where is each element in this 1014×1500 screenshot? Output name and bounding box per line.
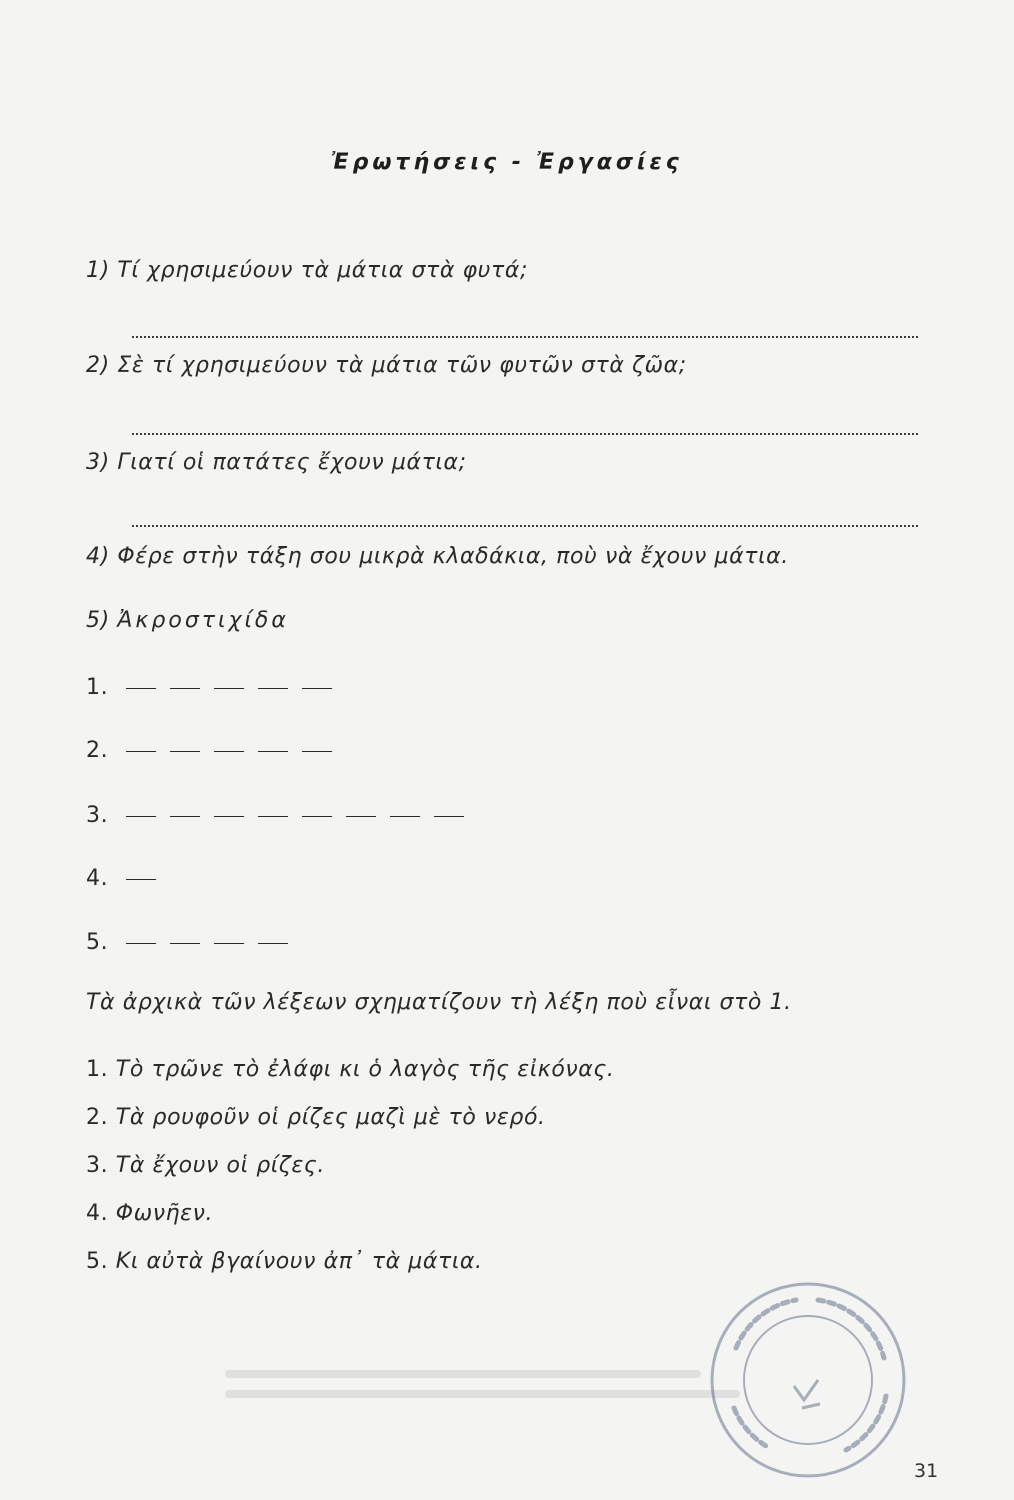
clue-text: Τὰ ρουφοῦν οἱ ρίζες μαζὶ μὲ τὸ νερό. [115,1105,546,1130]
question-1 [86,258,528,283]
acrostic-blanks[interactable] [126,675,346,700]
acrostic-row-label: 3. [86,803,109,828]
question-number: 5) [86,608,110,633]
acrostic-blanks[interactable] [126,803,478,828]
clue-number: 2. [86,1105,109,1130]
answer-line-3[interactable] [132,525,918,527]
letter-blank[interactable] [214,816,244,817]
letter-blank[interactable] [214,943,244,944]
clue-4 [86,1201,213,1226]
letter-blank[interactable] [126,879,156,880]
acrostic-instruction: Τὰ ἀρχικὰ τῶν λέξεων σχηματίζουν τὴ λέξη ποὺ εἶναι στὸ 1. [86,990,792,1015]
letter-blank[interactable] [346,816,376,817]
question-number: 2) [86,353,110,378]
letter-blank[interactable] [170,943,200,944]
acrostic-row [86,803,478,828]
clue-number: 3. [86,1153,109,1178]
question-number: 4) [86,544,110,569]
clue-number: 1. [86,1057,109,1082]
letter-blank[interactable] [302,751,332,752]
letter-blank[interactable] [126,688,156,689]
question-number: 3) [86,450,110,475]
letter-blank[interactable] [434,816,464,817]
clue-text: Κι αὐτὰ βγαίνουν ἀπ᾽ τὰ μάτια. [115,1249,483,1274]
question-text: Σὲ τί χρησιμεύουν τὰ μάτια τῶν φυτῶν στὰ ζῶα; [117,353,687,378]
letter-blank[interactable] [170,688,200,689]
clue-text: Φωνῆεν. [115,1201,214,1226]
clue-text: Τὰ ἔχουν οἱ ρίζες. [115,1153,325,1178]
clue-2 [86,1105,546,1130]
question-number: 1) [86,258,110,283]
letter-blank[interactable] [302,816,332,817]
acrostic-row [86,930,302,955]
question-text: Τί χρησιμεύουν τὰ μάτια στὰ φυτά; [117,258,528,283]
clue-number: 5. [86,1249,109,1274]
letter-blank[interactable] [214,688,244,689]
letter-blank[interactable] [258,688,288,689]
acrostic-blanks[interactable] [126,930,302,955]
letter-blank[interactable] [390,816,420,817]
letter-blank[interactable] [258,816,288,817]
acrostic-blanks[interactable] [126,866,170,891]
clue-text: Τὸ τρῶνε τὸ ἐλάφι κι ὁ λαγὸς τῆς εἰκόνας. [115,1057,615,1082]
question-4 [86,544,789,569]
acrostic-row [86,675,346,700]
letter-blank[interactable] [126,816,156,817]
question-5 [86,608,289,633]
acrostic-row [86,738,346,763]
letter-blank[interactable] [258,943,288,944]
letter-blank[interactable] [302,688,332,689]
question-3 [86,450,467,475]
clue-3 [86,1153,325,1178]
letter-blank[interactable] [214,751,244,752]
acrostic-row-label: 1. [86,675,109,700]
library-stamp-icon [706,1278,910,1482]
answer-line-1[interactable] [132,336,918,338]
answer-line-2[interactable] [132,433,918,435]
letter-blank[interactable] [258,751,288,752]
page-title: Ἐρωτήσεις - Ἐργασίες [331,150,683,175]
acrostic-row-label: 2. [86,738,109,763]
letter-blank[interactable] [170,816,200,817]
letter-blank[interactable] [126,751,156,752]
acrostic-row-label: 4. [86,866,109,891]
acrostic-blanks[interactable] [126,738,346,763]
page-number: 31 [914,1460,939,1482]
clue-5 [86,1249,483,1274]
question-text: Φέρε στὴν τάξη σου μικρὰ κλαδάκια, ποὺ νὰ ἔχουν μάτια. [117,544,789,569]
clue-1 [86,1057,614,1082]
letter-blank[interactable] [170,751,200,752]
letter-blank[interactable] [126,943,156,944]
question-2 [86,353,687,378]
question-text: Γιατί οἱ πατάτες ἔχουν μάτια; [117,450,467,475]
acrostic-row [86,866,170,891]
acrostic-row-label: 5. [86,930,109,955]
question-text: Ἀκροστιχίδα [117,608,289,633]
bleed-through-text [225,1370,785,1430]
clue-number: 4. [86,1201,109,1226]
